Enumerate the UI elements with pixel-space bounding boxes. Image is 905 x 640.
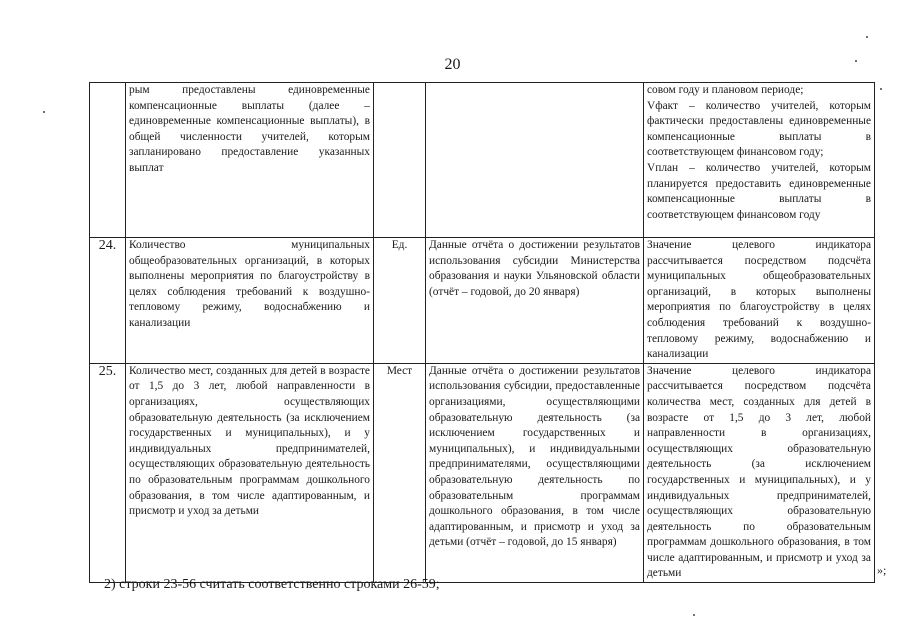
scan-speck [693,614,695,616]
source-cell: Данные отчёта о достижении результатов использования субсидии, предоставленные организациями, осуществляющими образовательную деятельность (за исключением государственных и муниципальных), и индивидуальными предпринимателями, осуществляющими образовательную деятельность по образовательным программам дошкольного образования, в том числе адаптированным, и присмотр и уход за детьми (отчёт – годовой, до 15 января) [426,363,644,582]
unit-cell: Ед. [374,238,426,364]
method-cell: совом году и плановом периоде; Vфакт – количество учителей, которым фактически предоставлены единовременные компенсационные выплаты в соответствующем финансовом году; Vплан – количество учителей, которым планируется предоставить единовременные компенсационные выплаты в соответствующем финансовом году [644,83,875,238]
page-number: 20 [444,56,461,73]
indicators-table [89,82,875,583]
scan-speck [43,111,45,113]
scan-speck [855,60,857,62]
method-cell: Значение целевого индикатора рассчитывается посредством подсчёта муниципальных общеобразовательных организаций, в которых выполнены мероприятия по благоустройству в целях соблюдения требований к воздушно-тепловому режиму, водоснабжению и канализации [644,238,875,364]
table-row [90,83,875,238]
table-row [90,238,875,364]
indicator-cell: рым предоставлены единовременные компенсационные выплаты (далее – единовременные компенсационные выплаты), в общей численности учителей, которым запланировано предоставление указанных выплат [126,83,374,238]
row-number: 25. [90,363,126,582]
method-cell: Значение целевого индикатора рассчитывается посредством подсчёта количества мест, созданных для детей в возрасте от 1,5 до 3 лет, любой направленности в организациях, осуществляющих образовательную деятельность (за исключением государственных и муниципальных), и у индивидуальных предпринимателей, осуществляющих образовательную деятельность по образовательным программам дошкольного образования, в том числе адаптированным, и присмотр и уход за детьми [644,363,875,582]
unit-cell [374,83,426,238]
indicator-cell: Количество мест, созданных для детей в возрасте от 1,5 до 3 лет, любой направленности в организациях, осуществляющих образовательную деятельность (за исключением государственных и муниципальных), и у индивидуальных предпринимателей, осуществляющих образовательную деятельность по образовательным программам дошкольного образования, в том числе адаптированным, и присмотр и уход за детьми [126,363,374,582]
source-cell: Данные отчёта о достижении результатов использования субсидии Министерства образования и науки Ульяновской области (отчёт – годовой, до 20 января) [426,238,644,364]
scan-speck [866,36,868,38]
table-row [90,363,875,582]
unit-cell: Мест [374,363,426,582]
row-number [90,83,126,238]
scan-speck [880,88,882,90]
footnote-text: 2) строки 23-56 считать соответственно строками 26-59; [104,577,440,592]
indicator-cell: Количество муниципальных общеобразовательных организаций, в которых выполнены мероприятия по благоустройству в целях соблюдения требований к воздушно-тепловому режиму, водоснабжению и канализации [126,238,374,364]
row-number: 24. [90,238,126,364]
source-cell [426,83,644,238]
closing-quote-mark: »; [877,563,887,577]
